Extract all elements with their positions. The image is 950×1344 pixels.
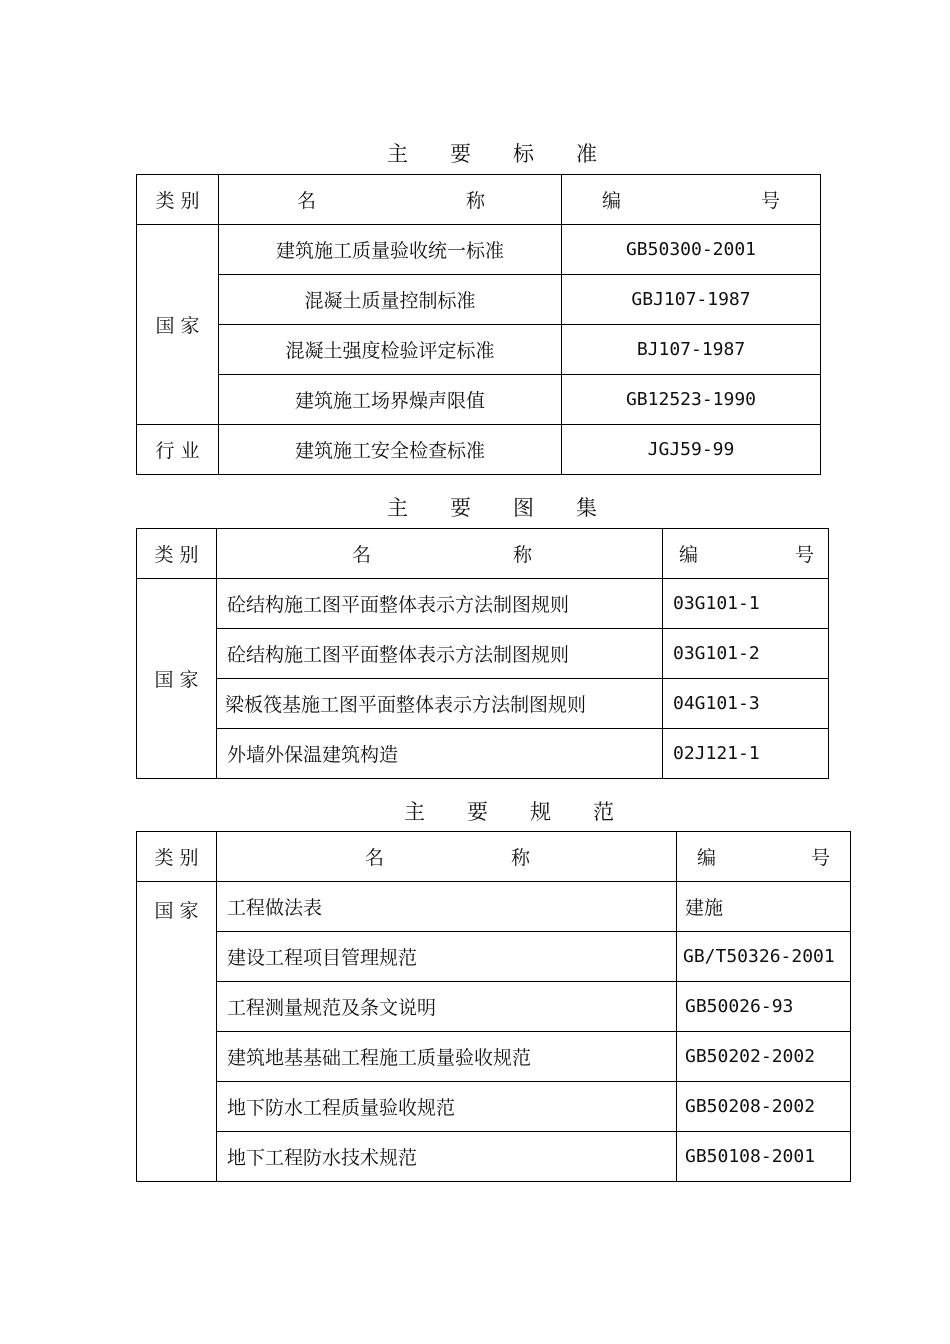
row-name: 建筑施工安全检查标准 xyxy=(219,425,562,475)
row-code: GB/T50326-2001 xyxy=(677,932,851,982)
row-name: 建设工程项目管理规范 xyxy=(217,932,677,982)
table-header-row xyxy=(137,175,821,225)
header-name-a: 名 xyxy=(352,544,372,566)
table-row xyxy=(137,225,821,275)
header-code-b: 号 xyxy=(760,190,780,212)
header-category: 类 别 xyxy=(137,175,219,225)
category-national: 国 家 xyxy=(137,225,219,425)
row-code: GBJ107-1987 xyxy=(562,275,821,325)
standards-table xyxy=(136,174,821,475)
row-name: 工程测量规范及条文说明 xyxy=(217,982,677,1032)
table-row xyxy=(137,982,851,1032)
table-row xyxy=(137,375,821,425)
header-code-b: 号 xyxy=(810,847,830,869)
row-code: 03G101-2 xyxy=(663,629,829,679)
header-name xyxy=(217,529,663,579)
table-row xyxy=(137,932,851,982)
row-name: 外墙外保温建筑构造 xyxy=(217,729,663,779)
header-name xyxy=(217,832,677,882)
row-code: GB50108-2001 xyxy=(677,1132,851,1182)
table-row xyxy=(137,882,851,932)
row-code: 建施 xyxy=(677,882,851,932)
row-code: GB50300-2001 xyxy=(562,225,821,275)
row-name: 建筑施工场界燥声限值 xyxy=(219,375,562,425)
row-code: JGJ59-99 xyxy=(562,425,821,475)
category-industry: 行 业 xyxy=(137,425,219,475)
header-code-a: 编 xyxy=(679,544,699,566)
row-name: 砼结构施工图平面整体表示方法制图规则 xyxy=(217,629,663,679)
row-name: 混凝土质量控制标准 xyxy=(219,275,562,325)
table-row xyxy=(137,275,821,325)
row-code: BJ107-1987 xyxy=(562,325,821,375)
row-code: GB50026-93 xyxy=(677,982,851,1032)
row-name: 砼结构施工图平面整体表示方法制图规则 xyxy=(217,579,663,629)
header-code xyxy=(663,529,829,579)
row-name: 混凝土强度检验评定标准 xyxy=(219,325,562,375)
header-name-a: 名 xyxy=(297,190,317,212)
header-code-b: 号 xyxy=(794,544,814,566)
atlases-title: 主 要 图 集 xyxy=(387,496,597,520)
table-row xyxy=(137,325,821,375)
header-category: 类 别 xyxy=(137,832,217,882)
row-code: GB50202-2002 xyxy=(677,1032,851,1082)
row-code: GB50208-2002 xyxy=(677,1082,851,1132)
header-name-a: 名 xyxy=(365,847,385,869)
header-code-a: 编 xyxy=(602,190,622,212)
table-header-row xyxy=(137,529,829,579)
header-name-b: 称 xyxy=(512,544,532,566)
row-code: GB12523-1990 xyxy=(562,375,821,425)
codes-table xyxy=(136,831,851,1182)
table-row xyxy=(137,679,829,729)
row-name: 建筑施工质量验收统一标准 xyxy=(219,225,562,275)
header-code-a: 编 xyxy=(697,847,717,869)
category-national: 国 家 xyxy=(137,882,217,1182)
row-name: 工程做法表 xyxy=(217,882,677,932)
header-name-b: 称 xyxy=(465,190,485,212)
table-row xyxy=(137,579,829,629)
table-row xyxy=(137,1132,851,1182)
header-code xyxy=(677,832,851,882)
row-name: 建筑地基基础工程施工质量验收规范 xyxy=(217,1032,677,1082)
row-code: 02J121-1 xyxy=(663,729,829,779)
table-row xyxy=(137,1082,851,1132)
standards-title: 主 要 标 准 xyxy=(387,142,597,166)
header-name-b: 称 xyxy=(510,847,530,869)
row-name: 地下防水工程质量验收规范 xyxy=(217,1082,677,1132)
table-row xyxy=(137,729,829,779)
table-row xyxy=(137,1032,851,1082)
table-row xyxy=(137,629,829,679)
atlases-table xyxy=(136,528,829,779)
header-category: 类 别 xyxy=(137,529,217,579)
row-name: 梁板筏基施工图平面整体表示方法制图规则 xyxy=(217,679,663,729)
table-header-row xyxy=(137,832,851,882)
header-code xyxy=(562,175,821,225)
category-national: 国 家 xyxy=(137,579,217,779)
row-name: 地下工程防水技术规范 xyxy=(217,1132,677,1182)
table-row xyxy=(137,425,821,475)
header-name xyxy=(219,175,562,225)
row-code: 04G101-3 xyxy=(663,679,829,729)
codes-title: 主 要 规 范 xyxy=(404,800,614,824)
row-code: 03G101-1 xyxy=(663,579,829,629)
